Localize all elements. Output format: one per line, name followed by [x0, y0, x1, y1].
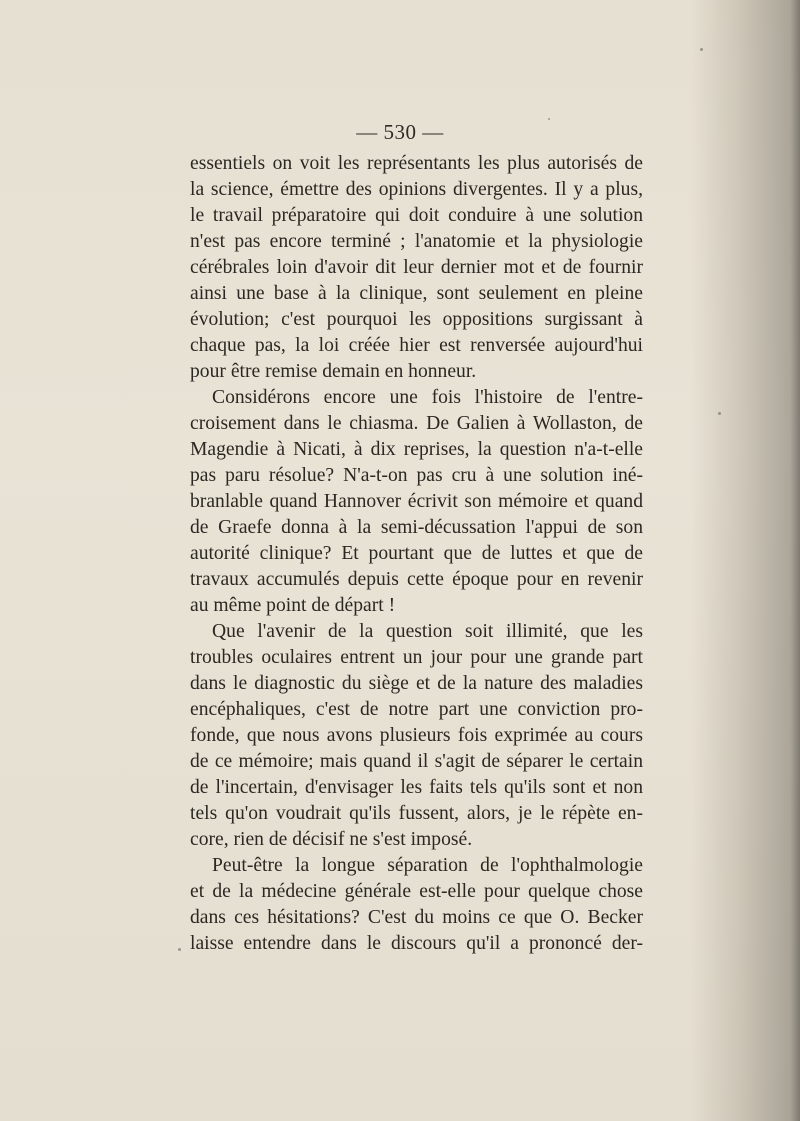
text-line: essentiels on voit les représentants les plus autorisés de — [190, 153, 643, 174]
text-line: autorité clinique? Et pourtant que de luttes et que de — [190, 543, 643, 564]
text-line: évolution; c'est pourquoi les oppositions surgissant à — [190, 309, 643, 330]
text-line: la science, émettre des opinions divergentes. Il y a plus, — [190, 179, 643, 200]
text-line: troubles oculaires entrent un jour pour une grande part — [190, 647, 643, 668]
text-line: laisse entendre dans le discours qu'il a prononcé der- — [190, 933, 643, 954]
text-line: tels qu'on voudrait qu'ils fussent, alors, je le répète en- — [190, 803, 643, 824]
paper-speck — [718, 412, 721, 415]
text-line: travaux accumulés depuis cette époque pour en revenir — [190, 569, 643, 590]
text-line: fonde, que nous avons plusieurs fois exprimée au cours — [190, 725, 643, 746]
text-line: dans le diagnostic du siège et de la nature des maladies — [190, 673, 643, 694]
text-line: dans ces hésitations? C'est du moins ce que O. Becker — [190, 907, 643, 928]
text-line: core, rien de décisif ne s'est imposé. — [190, 829, 473, 850]
text-line: pas paru résolue? N'a-t-on pas cru à une solution iné- — [190, 465, 643, 486]
text-line: chaque pas, la loi créée hier est renversée aujourd'hui — [190, 335, 643, 356]
text-line: Magendie à Nicati, à dix reprises, la question n'a-t-elle — [190, 439, 643, 460]
text-line: Peut-être la longue séparation de l'ophthalmologie — [212, 855, 643, 876]
text-line: pour être remise demain en honneur. — [190, 361, 477, 382]
text-line: de Graefe donna à la semi-décussation l'appui de son — [190, 517, 643, 538]
paper-speck — [178, 948, 181, 951]
text-line: branlable quand Hannover écrivit son mémoire et quand — [190, 491, 643, 512]
text-line: cérébrales loin d'avoir dit leur dernier mot et de fournir — [190, 257, 643, 278]
text-line: Que l'avenir de la question soit illimité, que les — [212, 621, 643, 642]
paper-speck — [700, 48, 703, 51]
page-number: — 530 — — [356, 120, 444, 144]
text-line: n'est pas encore terminé ; l'anatomie et la physiologie — [190, 231, 643, 252]
text-line: et de la médecine générale est-elle pour quelque chose — [190, 881, 643, 902]
text-line: de ce mémoire; mais quand il s'agit de séparer le certain — [190, 751, 643, 772]
text-line: Considérons encore une fois l'histoire de l'entre- — [212, 387, 643, 408]
text-line: croisement dans le chiasma. De Galien à Wollaston, de — [190, 413, 643, 434]
paper-speck — [548, 118, 550, 120]
text-line: de l'incertain, d'envisager les faits tels qu'ils sont et non — [190, 777, 643, 798]
text-line: ainsi une base à la clinique, sont seulement en pleine — [190, 283, 643, 304]
text-line: encéphaliques, c'est de notre part une conviction pro- — [190, 699, 643, 720]
text-line: au même point de départ ! — [190, 595, 396, 616]
text-line: le travail préparatoire qui doit conduire à une solution — [190, 205, 643, 226]
body-text — [190, 151, 643, 957]
